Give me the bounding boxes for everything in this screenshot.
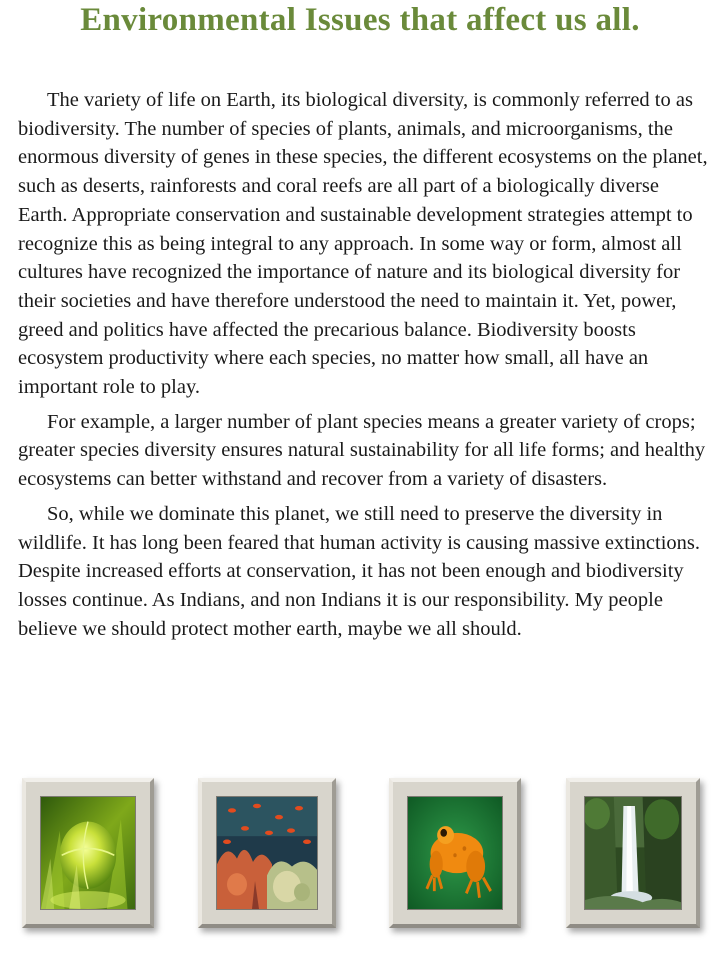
picture-frame-frog bbox=[389, 778, 521, 928]
waterfall-image bbox=[584, 796, 682, 910]
page-title: Environmental Issues that affect us all. bbox=[80, 2, 640, 38]
picture-frame-waterfall bbox=[566, 778, 700, 928]
article-body bbox=[18, 86, 708, 649]
paragraph-example: For example, a larger number of plant species means a greater variety of crops; greater species diversity ensures natural sustainability for all life forms; and healthy ecosystems can better withstand and recover from a variety of disasters. bbox=[18, 410, 706, 491]
picture-frame-coral bbox=[198, 778, 336, 928]
paragraph-biodiversity: The variety of life on Earth, its biological diversity, is commonly referred to as biodiversity. The number of species of plants, animals, and microorganisms, the enormous diversity of genes in these species, the different ecosystems on the planet, such as deserts, rainforests and coral reefs are all part of a biologically diverse Earth. Appropriate conservation and sustainable development strategies attempt to recognize this as being integral to any approach. In some way or form, almost all cultures have recognized the importance of nature and its biological diversity for their societies and have therefore understood the need to maintain it. Yet, power, greed and politics have affected the precarious balance. Biodiversity boosts ecosystem productivity where each species, no matter how small, all have an important role to play. bbox=[18, 89, 708, 399]
image-gallery bbox=[0, 778, 720, 928]
green-globe-image bbox=[40, 796, 136, 910]
paragraph-conclusion: So, while we dominate this planet, we still need to preserve the diversity in wildlife. It has long been feared that human activity is causing massive extinctions. Despite increased efforts at conservation, it has not been enough and biodiversity losses continue. As Indians, and non Indians it is our responsibility. My people believe we should protect mother earth, maybe we all should. bbox=[18, 502, 701, 640]
coral-reef-image bbox=[216, 796, 318, 910]
picture-frame-globe bbox=[22, 778, 154, 928]
orange-frog-image bbox=[407, 796, 503, 910]
